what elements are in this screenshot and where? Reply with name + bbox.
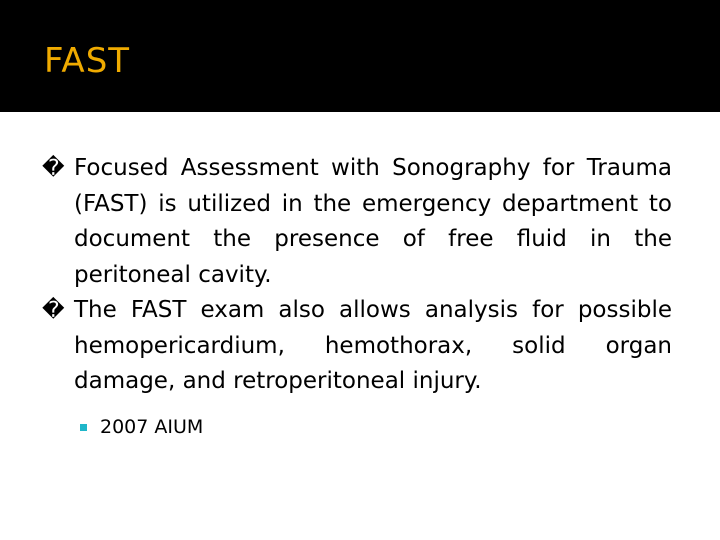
bullet-marker-icon: � bbox=[42, 156, 65, 181]
square-bullet-icon bbox=[80, 424, 87, 431]
bullet-text: Focused Assessment with Sonography for Trauma (FAST) is utilized in the emergency department to document the presence of free fluid in the peritoneal cavity. bbox=[74, 155, 672, 288]
bullet-marker-icon: � bbox=[42, 298, 65, 323]
slide-body bbox=[42, 151, 672, 442]
sub-bullet-item bbox=[80, 412, 672, 442]
sub-bullet-text: 2007 AIUM bbox=[100, 415, 204, 438]
title-bar bbox=[0, 0, 720, 112]
bullet-item bbox=[42, 151, 672, 293]
bullet-item bbox=[42, 293, 672, 400]
bullet-text: The FAST exam also allows analysis for possible hemopericardium, hemothorax, solid organ damage, and retroperitoneal injury. bbox=[74, 297, 672, 394]
slide-title: FAST bbox=[44, 41, 131, 81]
